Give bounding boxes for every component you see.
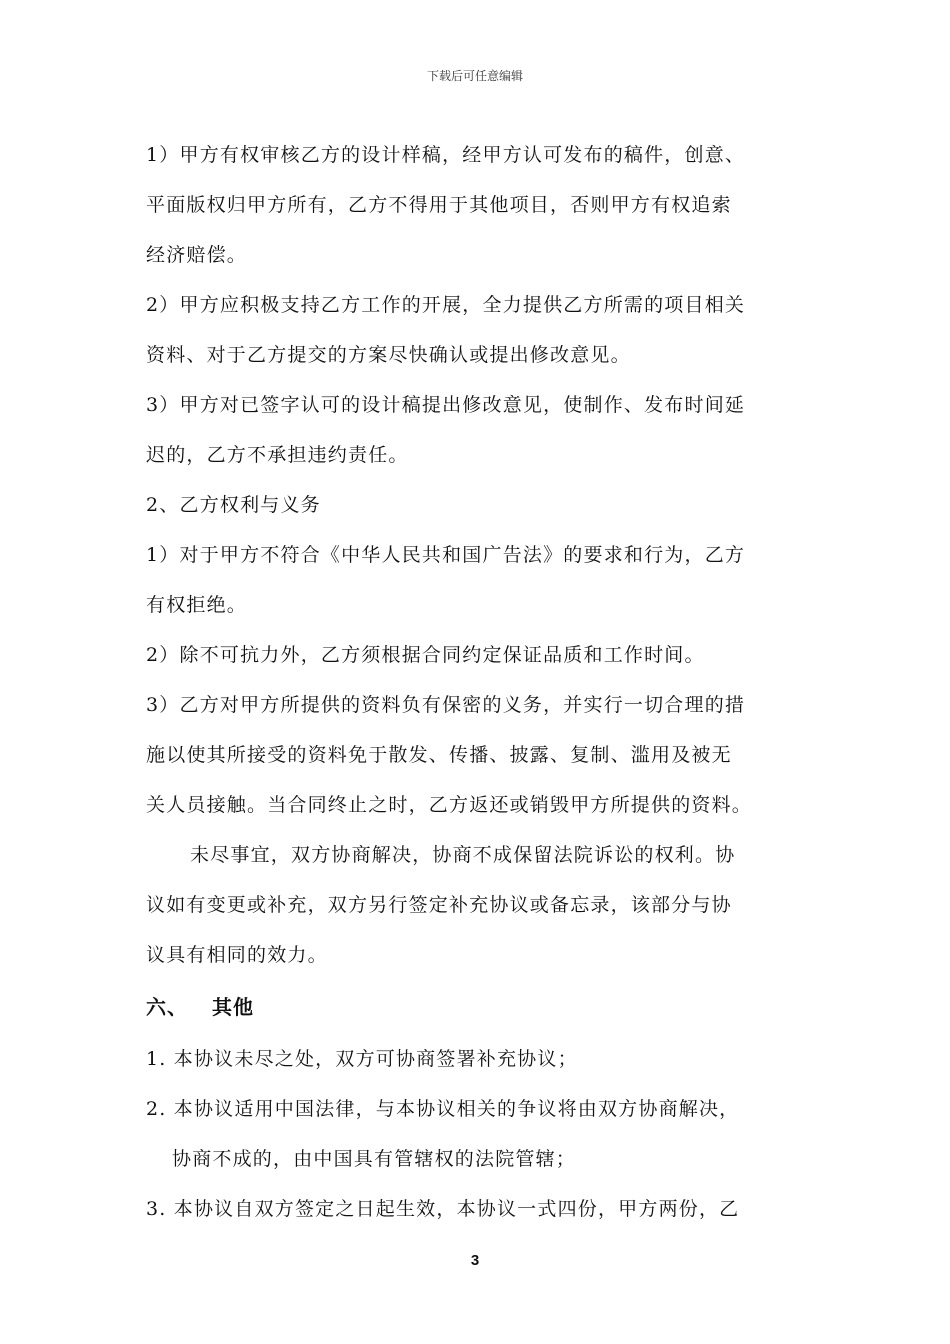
paragraph-line: 有权拒绝。 [146,594,248,616]
list-item-continuation: 协商不成的，由中国具有管辖权的法院管辖； [172,1148,577,1170]
list-item: 2. 本协议适用中国法律，与本协议相关的争议将由双方协商解决， [146,1098,740,1120]
section-heading [146,980,816,1034]
paragraph-line: 未尽事宜，双方协商解决，协商不成保留法院诉讼的权利。协 [190,844,736,866]
list-item: 3. 本协议自双方签定之日起生效，本协议一式四份，甲方两份，乙 [146,1198,740,1220]
paragraph-line: 迟的，乙方不承担违约责任。 [146,444,409,466]
page-number: 3 [470,1252,480,1269]
paragraph-line: 1）对于甲方不符合《中华人民共和国广告法》的要求和行为，乙方 [146,544,746,566]
paragraph-line: 2）甲方应积极支持乙方工作的开展，全力提供乙方所需的项目相关 [146,294,746,316]
paragraph-line: 3）乙方对甲方所提供的资料负有保密的义务，并实行一切合理的措 [146,694,746,716]
paragraph-line: 施以使其所接受的资料免于散发、传播、披露、复制、滥用及被无 [146,744,732,766]
paragraph-line: 3）甲方对已签字认可的设计稿提出修改意见，使制作、发布时间延 [146,394,746,416]
section-title: 其他 [212,995,254,1019]
document-body [146,130,816,1234]
paragraph-line: 2）除不可抗力外，乙方须根据合同约定保证品质和工作时间。 [146,644,705,666]
header-note: 下载后可任意编辑 [426,69,523,83]
subsection-title: 2、乙方权利与义务 [146,494,321,516]
paragraph-line: 1）甲方有权审核乙方的设计样稿，经甲方认可发布的稿件，创意、 [146,144,746,166]
paragraph-line: 议具有相同的效力。 [146,944,328,966]
paragraph-line: 经济赔偿。 [146,244,248,266]
paragraph-line: 议如有变更或补充，双方另行签定补充协议或备忘录，该部分与协 [146,894,732,916]
list-item: 1. 本协议未尽之处，双方可协商签署补充协议； [146,1048,578,1070]
section-number: 六、 [146,995,188,1019]
paragraph-line: 资料、对于乙方提交的方案尽快确认或提出修改意见。 [146,344,631,366]
paragraph-line: 平面版权归甲方所有，乙方不得用于其他项目，否则甲方有权追索 [146,194,732,216]
paragraph-line: 关人员接触。当合同终止之时，乙方返还或销毁甲方所提供的资料。 [146,794,753,816]
